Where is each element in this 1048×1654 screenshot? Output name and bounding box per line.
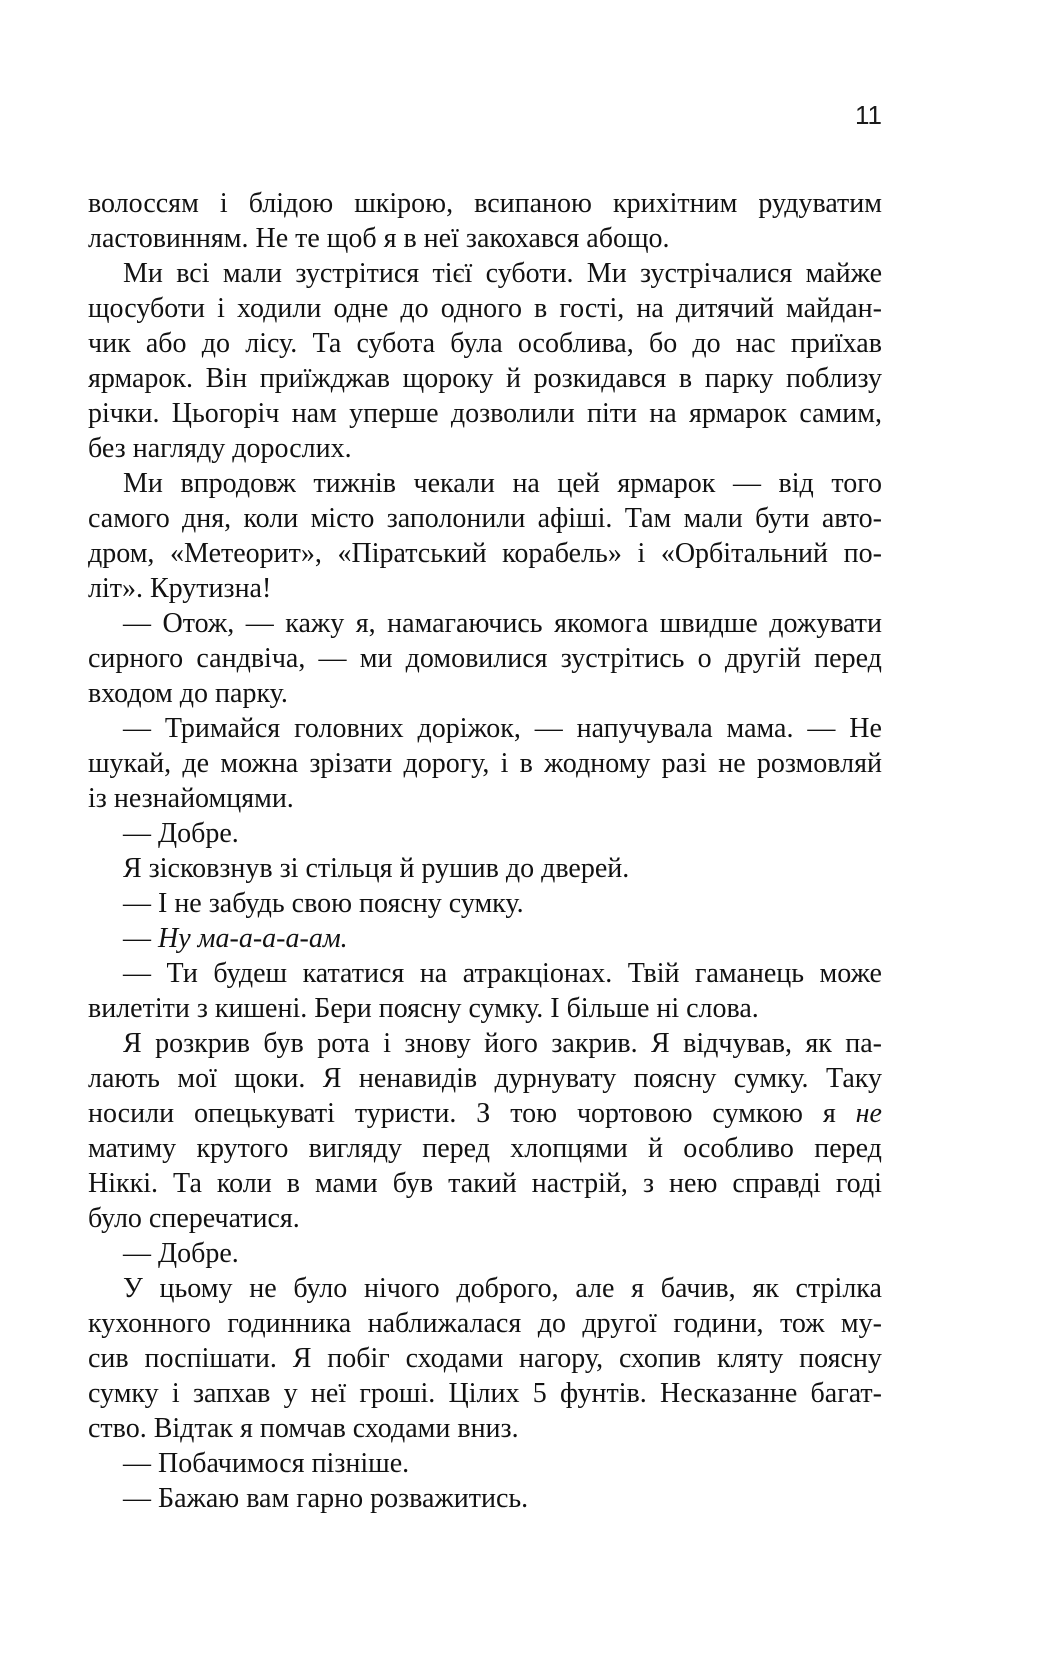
word: ярмарок [689,398,788,429]
word: і [171,1378,180,1409]
paragraph [88,186,882,256]
word: фунтів. [560,1378,647,1409]
word: разі [661,748,707,779]
word: настрій, [531,1168,628,1199]
word: нас [735,328,776,359]
text-line [88,641,882,676]
word: ненавидів [358,1063,478,1094]
word: нагору, [519,1343,604,1374]
word: другої [582,1308,657,1339]
word: побіг [327,1343,390,1374]
text-line [88,746,882,781]
word: такий [448,1168,517,1199]
text-line [88,1166,882,1201]
text-line [88,571,882,606]
paragraph [88,851,882,886]
word: на [419,958,448,989]
word: «Орбітальний [660,538,829,569]
text-line [88,221,882,256]
text-line [88,326,882,361]
word: справді [732,1168,821,1199]
paragraph [88,1446,882,1481]
word: гості, [559,293,625,324]
word: приїжджав [259,363,391,394]
word: не [855,1098,882,1129]
paragraph [88,466,882,606]
word: годинника [227,1308,352,1339]
word: на [512,468,540,499]
word: перед [422,1133,490,1164]
word: зустрітись [560,643,685,674]
text-line [88,1271,882,1306]
word: гаманець [694,958,805,989]
word: де [182,748,210,779]
word: знову [404,1028,471,1059]
word: особлива, [517,328,634,359]
text-line [88,501,882,536]
word: сходами [405,1343,504,1374]
text-line [88,256,882,291]
text-line [88,921,882,956]
word: запхав [192,1378,271,1409]
word: Я [292,1343,312,1374]
word: особливо [683,1133,794,1164]
text-run: Ну ма-а-а-а-ам. [158,923,348,954]
word: і [219,188,228,219]
word: крутого [196,1133,289,1164]
word: щороку [402,363,494,394]
word: Ми [123,468,163,499]
word: багат- [810,1378,882,1409]
word: й [648,1133,663,1164]
word: бо [648,328,678,359]
word: на [636,293,664,324]
paragraph [88,886,882,921]
word: на [649,398,677,429]
word: корабель» [502,538,622,569]
word: й [506,363,522,394]
word: головних [294,713,404,744]
text-line [88,816,882,851]
word: дожувати [769,608,882,639]
word: Отож, [162,608,235,639]
word: піти [587,398,637,429]
word: була [450,328,503,359]
word: — [123,958,151,989]
text-line [88,431,882,466]
word: мами [314,1168,378,1199]
word: жодному [544,748,651,779]
word: годі [835,1168,882,1199]
word: Несказанне [660,1378,798,1409]
word: субота [356,328,436,359]
text-line [88,1411,882,1446]
word: сандвіча, [196,643,306,674]
word: кляту [716,1343,784,1374]
word: Я [322,1063,342,1094]
word: Не [849,713,882,744]
word: відчував, [683,1028,792,1059]
word: можна [220,748,299,779]
word: поблизу [786,363,882,394]
text-run: — І не забудь свою поясну сумку. [123,888,524,919]
word: місто [310,503,375,534]
word: як [752,1273,779,1304]
text-line [88,711,882,746]
word: було [293,1273,348,1304]
text-line [88,1131,882,1166]
word: дорогу, [403,748,490,779]
word: Ми [586,258,627,289]
word: але [575,1273,615,1304]
word: перед [814,643,882,674]
word: до [201,328,231,359]
paragraph [88,711,882,816]
word: тієї [432,258,473,289]
word: коли [216,1168,272,1199]
word: уперше [349,398,439,429]
word: дня, [182,503,232,534]
word: хлопцями [510,1133,628,1164]
word: майже [805,258,882,289]
word: дром, [88,538,155,569]
word: — [318,643,347,674]
text-line [88,991,882,1026]
text-run: Я зісковзнув зі стільця й рушив до дверей. [123,853,630,884]
text-line [88,361,882,396]
word: Я [651,1028,670,1059]
word: з [642,1168,655,1199]
text-line [88,676,882,711]
text-run: — Бажаю вам гарно розважитись. [123,1483,529,1514]
word: річки. [88,398,160,429]
text-line [88,186,882,221]
word: того [831,468,882,499]
text-line [88,1446,882,1481]
word: Цьогоріч [171,398,280,429]
word: стрілка [795,1273,882,1304]
text-line [88,466,882,501]
word: Ніккі. [88,1168,158,1199]
paragraph [88,1271,882,1446]
word: чик [88,328,131,359]
word: шукай, [88,748,172,779]
word: самим, [799,398,882,429]
word: дурнувату [494,1063,617,1094]
text-line [88,1026,882,1061]
text-run: — Побачимося пізніше. [123,1448,410,1479]
word: Тримайся [164,713,281,744]
word: кажу [285,608,345,639]
word: Він [205,363,248,394]
word: Цілих [448,1378,520,1409]
word: тижнів [313,468,396,499]
word: — [807,713,836,744]
word: години, [673,1308,764,1339]
word: і [500,748,509,779]
word: тою [510,1098,558,1129]
word: намагаючись [387,608,543,639]
text-run: було сперечатися. [88,1203,300,1234]
text-line [88,956,882,991]
word: парку [704,363,774,394]
text-run: із незнайомцями. [88,783,294,814]
text-run: — Добре. [123,818,239,849]
word: волоссям [88,188,199,219]
word: вигляду [308,1133,402,1164]
word: — [732,468,761,499]
text-line [88,1201,882,1236]
word: зрізати [309,748,393,779]
paragraph [88,1236,882,1271]
text-line [88,1341,882,1376]
word: сумку [88,1378,159,1409]
word: — [534,713,563,744]
word: шкірою, [354,188,454,219]
word: нам [291,398,337,429]
word: рудуватим [758,188,882,219]
word: па- [845,1028,882,1059]
word: нею [669,1168,718,1199]
word: у [283,1378,298,1409]
word: Ми [123,258,163,289]
word: «Метеорит», [170,538,322,569]
word: о [697,643,712,674]
word: дитячий [675,293,774,324]
word: сумкою [712,1098,803,1129]
word: був [392,1168,434,1199]
word: мали [222,258,283,289]
word: З [476,1098,491,1129]
word: другій [724,643,801,674]
word: я, [355,608,376,639]
word: поясну [799,1343,882,1374]
word: розмовляй [756,748,882,779]
word: лають [88,1063,160,1094]
word: як [805,1028,832,1059]
word: сирного [88,643,184,674]
text-line [88,1376,882,1411]
word: самого [88,503,170,534]
text-run: — Добре. [123,1238,239,1269]
text-line [88,606,882,641]
word: домовилися [405,643,548,674]
word: рота [317,1028,370,1059]
text-run: без нагляду дорослих. [88,433,352,464]
word: якомога [554,608,649,639]
word: або [145,328,187,359]
word: не [249,1273,277,1304]
word: Та [312,328,342,359]
word: кататися [302,958,405,989]
page-text [88,186,882,1516]
word: зустрітися [295,258,420,289]
word: розкрив [155,1028,250,1059]
word: до [692,328,721,359]
text-line [88,781,882,816]
text-line [88,1061,882,1096]
text-line [88,291,882,326]
paragraph [88,956,882,1026]
text-run: ластовинням. Не те щоб я в неї закохався абощо. [88,223,670,254]
word: гроші. [359,1378,436,1409]
word: коли [243,503,299,534]
word: чекали [413,468,495,499]
word: авто- [821,503,882,534]
word: Таку [825,1063,882,1094]
word: афіші. [537,503,613,534]
word: цьому [159,1273,233,1304]
text-run: вилетіти з кишені. Бери поясну сумку. І більше ні слова. [88,993,759,1024]
word: блідою [248,188,334,219]
word: схопив [618,1343,702,1374]
word: я [822,1098,836,1129]
word: ходили [237,293,322,324]
word: дозволили [450,398,575,429]
text-line [88,396,882,431]
word: не [718,748,746,779]
word: доріжок, [417,713,521,744]
word: закрив. [551,1028,638,1059]
word: до [400,293,429,324]
word: тож [779,1308,825,1339]
word: Ти [166,958,198,989]
word: мої [177,1063,217,1094]
word: Та [173,1168,202,1199]
word: суботи. [485,258,574,289]
word: бачив, [660,1273,736,1304]
word: — [245,608,274,639]
word: 5 [532,1378,547,1409]
text-run: ство. Відтак я помчав сходами вниз. [88,1413,519,1444]
text-run: літ». Крутизна! [88,573,272,604]
word: в [519,748,533,779]
word: «Піратський [337,538,487,569]
word: — [123,608,151,639]
word: перед [814,1133,882,1164]
word: матиму [88,1133,177,1164]
word: сумку. [733,1063,809,1094]
word: мали [683,503,743,534]
word: носили [88,1098,175,1129]
word: від [778,468,814,499]
word: атракціонах. [462,958,613,989]
word: напучувала [576,713,713,744]
word: доброго, [456,1273,559,1304]
word: У [123,1273,143,1304]
word: швидше [659,608,758,639]
text-line [88,886,882,921]
word: — [123,713,151,744]
paragraph [88,606,882,711]
word: в [678,363,693,394]
word: приїхав [790,328,882,359]
word: щосуботи [88,293,206,324]
word: опецькуваті [193,1098,335,1129]
word: його [484,1028,538,1059]
word: бути [755,503,810,534]
word: зустрічалися [640,258,793,289]
text-run: — [123,923,158,954]
word: всі [176,258,210,289]
word: майдан- [786,293,882,324]
word: щоки. [234,1063,306,1094]
text-line [88,536,882,571]
text-line [88,1096,882,1131]
word: будеш [213,958,288,989]
word: кухонного [88,1308,211,1339]
word: і [383,1028,392,1059]
word: му- [840,1308,882,1339]
word: сив [88,1343,129,1374]
word: одного [440,293,522,324]
word: і [217,293,225,324]
word: Твій [627,958,680,989]
word: туристи. [354,1098,457,1129]
paragraph [88,256,882,466]
word: може [819,958,882,989]
paragraph [88,816,882,851]
text-line [88,1481,882,1516]
word: і [637,538,646,569]
word: ярмарок. [88,363,194,394]
word: в [534,293,548,324]
word: ярмарок [617,468,716,499]
word: заполонили [386,503,526,534]
text-run: входом до парку. [88,678,288,709]
word: ми [359,643,393,674]
word: одне [333,293,389,324]
word: всипаною [474,188,592,219]
word: мама. [726,713,794,744]
word: наближалася [367,1308,522,1339]
word: Я [123,1028,142,1059]
word: поясну [633,1063,717,1094]
paragraph [88,921,882,956]
word: був [263,1028,304,1059]
word: чортовою [576,1098,693,1129]
word: Там [624,503,672,534]
word: впродовж [180,468,296,499]
word: в [286,1168,300,1199]
paragraph [88,1026,882,1236]
word: цей [557,468,600,499]
text-line [88,851,882,886]
word: нічого [364,1273,440,1304]
word: по- [843,538,882,569]
word: до [537,1308,566,1339]
word: лісу. [245,328,298,359]
word: поспішати. [144,1343,277,1374]
word: неї [310,1378,347,1409]
word: я [631,1273,645,1304]
word: крихітним [613,188,738,219]
page-number: 11 [855,100,882,130]
text-line [88,1306,882,1341]
text-line [88,1236,882,1271]
word: розкидався [533,363,667,394]
paragraph [88,1481,882,1516]
